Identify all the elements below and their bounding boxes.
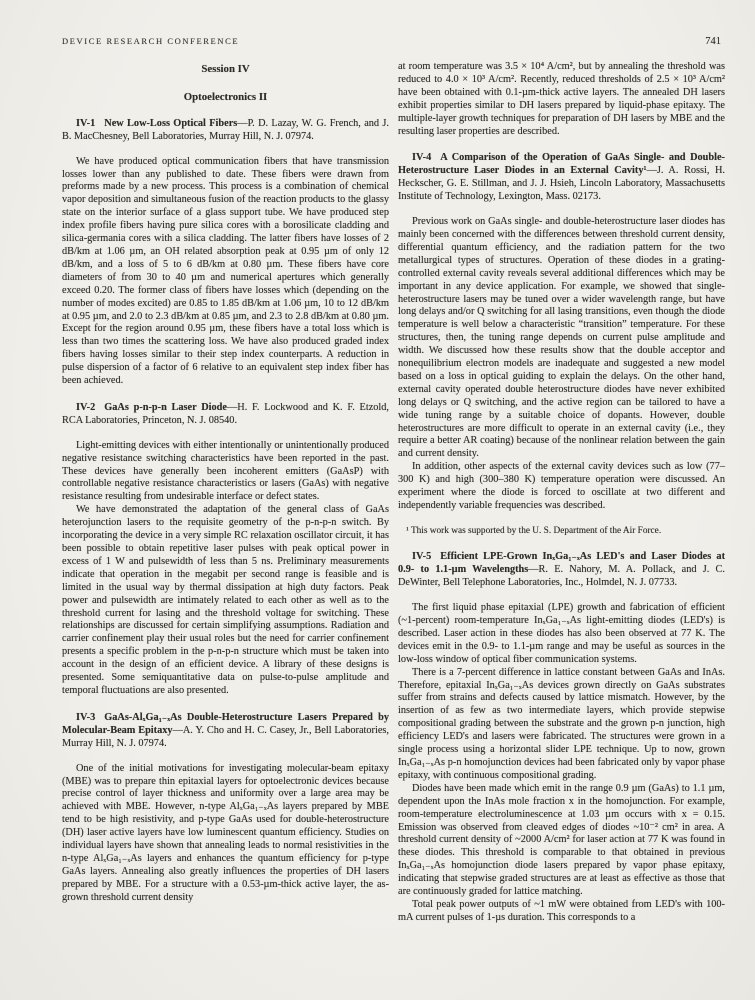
- two-column-content: [62, 61, 725, 925]
- abstract-iv5-number: IV-5: [412, 551, 432, 563]
- abstract-iv2-number: IV-2: [76, 401, 96, 413]
- abstract-iv2: [62, 402, 389, 698]
- abstract-iv5-paragraph-1: The first liquid phase epitaxial (LPE) growth and fabrication of efficient (~1-percent) room-temperature InₓGa₁₋ₓAs light-emitting diodes (LED's) is described. Laser action in these diodes has also been observed at 77 K. The devices emit in the 0.9- to 1.1-µm range and may be useful as sources in the low-loss window of optical fiber communication systems.: [398, 602, 725, 665]
- abstract-iv4-paragraph-1: Previous work on GaAs single- and double-heterostructure laser diodes has mainly been concerned with the differences between threshold current density, differential quantum efficiency, and the radiation pattern for the two metallurgical types of structures. Operation of these diodes in a grating-controlled external cavity reveals several additional differences which may be important in any device application. For example, we showed that single-heterostructure lasers may be tuned over a wider wavelength range, but have long delays and/or Q switching for all lasing transitions, even though the diode temperature is well below a characteristic “transition” temperature. For these structures, then, the tuning range depends on current pulse amplitude and width. We discussed how these results show that the double acceptor and nonequilibrium electron models are inadequate and suggested a new model based on a loss in optical guiding to explain the delays. On the other hand, external cavity operated double heterostructure diodes have never exhibited long delays or Q switching, and the active region can be tailored to have a wide tuning range by a suitable choice of dopants. However, double heterostructures are more difficult to operate in an external cavity (i.e., they require a better AR coating) because of the nonlinear relation between the gain and current density.: [398, 216, 725, 460]
- abstract-iv4-paragraph-2: In addition, other aspects of the external cavity devices such as low (77–300 K) and high (300–380 K) temperature operation were discussed. An experiment where the diode is forced to oscillate at two different and independently variable frequencies was described.: [398, 461, 725, 511]
- abstract-iv5-heading: [398, 551, 725, 590]
- abstract-iv5-paragraph-3: Diodes have been made which emit in the range 0.9 µm (GaAs) to 1.1 µm, dependent upon the InAs mole fraction x in the homojunction. For example, room-temperature electroluminescence at 1.03 µm occurs with x = 0.15. Emission was observed from cleaved edges of diodes ~10⁻² cm² in area. A threshold current density of ~2000 A/cm² for laser action at 77 K was found in these diodes. This threshold is comparable to that obtained in previous InₓGa₁₋ₓAs homojunction diode lasers prepared by vapor phase epitaxy, indicating that stepwise graded structures are at least as effective as those that are continuously graded for lattice matching.: [398, 782, 725, 898]
- abstract-iv3-continuation: at room temperature was 3.5 × 10⁴ A/cm², but by annealing the threshold was reduced to 4.0 × 10³ A/cm². Recently, reduced thresholds of 2.5 × 10³ A/cm² have been obtained with 0.1-µm-thick active layers. The annealed DH lasers exhibit properties similar to DH lasers prepared by liquid-phase epitaxy. The multiple-layer growth techniques for preparation of DH lasers by MBE and the resulting laser properties are described.: [398, 61, 725, 137]
- abstract-iv5-authors: —R. E. Nahory, M. A. Pollack, and J. C. DeWinter, Bell Telephone Laboratories, Inc., Holmdel, N. J. 07733.: [398, 564, 725, 589]
- abstract-iv4-heading: [398, 152, 725, 204]
- abstract-iv4-authors: —J. A. Rossi, H. Heckscher, G. E. Stillman, and J. J. Hsieh, Lincoln Laboratory, Massachusetts Institute of Technology, Lexington, Mass. 02173.: [398, 165, 725, 203]
- abstract-iv1: [62, 118, 389, 388]
- abstract-iv4-number: IV-4: [412, 152, 432, 164]
- abstract-iv1-paragraph-1: We have produced optical communication fibers that have transmission losses lower than any published to date. These fibers were drawn from preforms made by a new process. This process is a combination of chemical vapor deposition and simultaneous fusion of the reaction products to the glassy state on the interior surface of a glass support tube. We have produced step index profile fibers having pure silica cores with a borosilicate cladding and silica-germania cores with a silica cladding. The latter fibers have losses of 2 dB/km at 1.06 µm, an OH related absorption peak at 0.95 µm of only 12 dB/km, and a loss of 5 to 6 dB/km at 0.80 µm. These fibers have core diameters of from 30 to 40 µm and numerical apertures which generally exceed 0.20. The former class of fibers have losses which (depending on the number of modes excited) are 0.85 to 1.85 dB/km at 1.06 µm, 10 to 12 dB/km at 0.95 µm, and 2.0 to 2.3 dB/km at 0.85 µm, and 2.3 to 2.8 dB/km at 0.80 µm. Except for the region around 0.95 µm, these fibers have a total loss which is less than two times the scattering loss. We have also produced graded index fibers having losses similar to their step index counterparts. A reduction in pulse dispersion of a factor of 6 relative to an equivalent step index fiber has been achieved.: [62, 155, 389, 387]
- abstract-iv4-footnote: ¹ This work was supported by the U. S. Department of the Air Force.: [406, 525, 662, 536]
- abstract-iv5-paragraph-4: Total peak power outputs of ~1 mW were obtained from LED's with 100-mA current pulses of 1-µs duration. This corresponds to a: [398, 898, 725, 923]
- right-column: [398, 61, 725, 925]
- abstract-iv3-heading: [62, 712, 389, 751]
- abstract-iv5-title: Efficient LPE-Grown InₓGa₁₋ₓAs LED's and Laser Diodes at 0.9- to 1.1-µm Wavelengths: [398, 551, 725, 576]
- abstract-iv4-title: A Comparison of the Operation of GaAs Single- and Double-Heterostructure Laser Diodes in an External Cavity¹: [398, 152, 725, 177]
- abstract-iv1-heading: [62, 118, 389, 144]
- abstract-iv3-paragraph-1: One of the initial motivations for investigating molecular-beam epitaxy (MBE) was to prepare thin epitaxial layers for optoelectronic devices because precise control of layer thickness and uniformity over a large area may be achieved with MBE. However, n-type AlₓGa₁₋ₓAs layers prepared by MBE tend to be high resistivity, and p-type GaAs used for double-heterostructure (DH) laser active layers have low luminescent quantum efficiency. Studies on individual layers have shown that annealing leads to normal resistivities in the n-type AlₓGa₁₋ₓAs layers and enhances the quantum efficiency for p-type GaAs layers. Annealing also greatly influences the properties of DH lasers prepared by MBE. For a structure with a 0.53-µm-thick active layer, the as-grown threshold current density: [62, 762, 389, 903]
- abstract-iv1-authors: —P. D. Lazay, W. G. French, and J. B. MacChesney, Bell Laboratories, Murray Hill, N. J. 07974.: [62, 117, 389, 142]
- session-subtitle: Optoelectronics II: [183, 90, 268, 103]
- session-title: Session IV: [201, 63, 250, 75]
- abstract-iv3-title: GaAs-AlₓGa₁₋ₓAs Double-Heterostructure Lasers Prepared by Molecular-Beam Epitaxy: [62, 711, 389, 736]
- abstract-iv4: [398, 152, 725, 537]
- running-head-text: DEVICE RESEARCH CONFERENCE: [62, 36, 240, 46]
- abstract-iv3-authors: —A. Y. Cho and H. C. Casey, Jr., Bell Laboratories, Murray Hill, N. J. 07974.: [62, 724, 389, 749]
- abstract-iv2-paragraph-2: We have demonstrated the adaptation of the general class of GaAs heterojunction lasers to the requisite geometry of the p-n-p-n switch. By incorporating the device in a very simple RC relaxation oscillator circuit, it has been possible to obtain repetitive laser pulses with peak optical power in excess of 1 W and pulsewidth of less than 5 ns. Preliminary measurements indicate that operation in the megabit per second range is feasible and is limited in the usual way by thermal dissipation at high duty factors. Peak power and pulsewidth are intimately related to each other as well as to the threshold current for lasing and the threshold voltage for switching. These relationships are discussed for certain simplifying assumptions. Radiation and carrier confinement play their usual roles but the need for carrier confinement presents a specific problem in the p-n-p-n structure which must be taken into account in the design of an efficient device. A library of these designs is presented. Some semiquantitative data on pulse-to-pulse amplitude and temporal fluctuations are also presented.: [62, 504, 389, 696]
- abstract-iv2-paragraph-1: Light-emitting devices with either intentionally or unintentionally produced negative resistance switching characteristics have been reported in the past. These devices have generally been incoherent emitters (GaAsP) with controllable negative resistance characteristics or lasers (GaAs) with negative resistance resulting from undesirable interface or defect states.: [62, 439, 389, 503]
- abstract-iv2-authors: —H. F. Lockwood and K. F. Etzold, RCA Laboratories, Princeton, N. J. 08540.: [62, 401, 389, 426]
- abstract-iv5: [398, 551, 725, 924]
- abstract-iv1-number: IV-1: [76, 117, 96, 129]
- abstract-iv2-heading: [62, 402, 389, 428]
- abstract-iv3: [62, 712, 389, 905]
- abstract-iv1-title: New Low-Loss Optical Fibers: [104, 117, 238, 129]
- page-number: 741: [705, 36, 721, 47]
- page-header: [0, 0, 755, 47]
- abstract-iv5-paragraph-2: There is a 7-percent difference in lattice constant between GaAs and InAs. Therefore, epitaxial InₓGa₁₋ₓAs devices grown directly on GaAs substrates suffer from strains and defects caused by lattice mismatch. However, by the insertion of as few as two intermediate layers, which provide stepwise compositional grading between the substrate and the grown p-n junction, high efficiency LED's and lasers were fabricated. The structures were grown in a single process using a horizontal slider LPE technique. Up to now, grown InₓGa₁₋ₓAs p-n homojunction devices had been fabricated only by vapor phase epitaxy, with continuous compositional grading.: [398, 666, 725, 781]
- abstract-iv2-title: GaAs p-n-p-n Laser Diode: [104, 401, 227, 413]
- abstract-iv3-number: IV-3: [76, 711, 96, 723]
- left-column: [62, 61, 389, 925]
